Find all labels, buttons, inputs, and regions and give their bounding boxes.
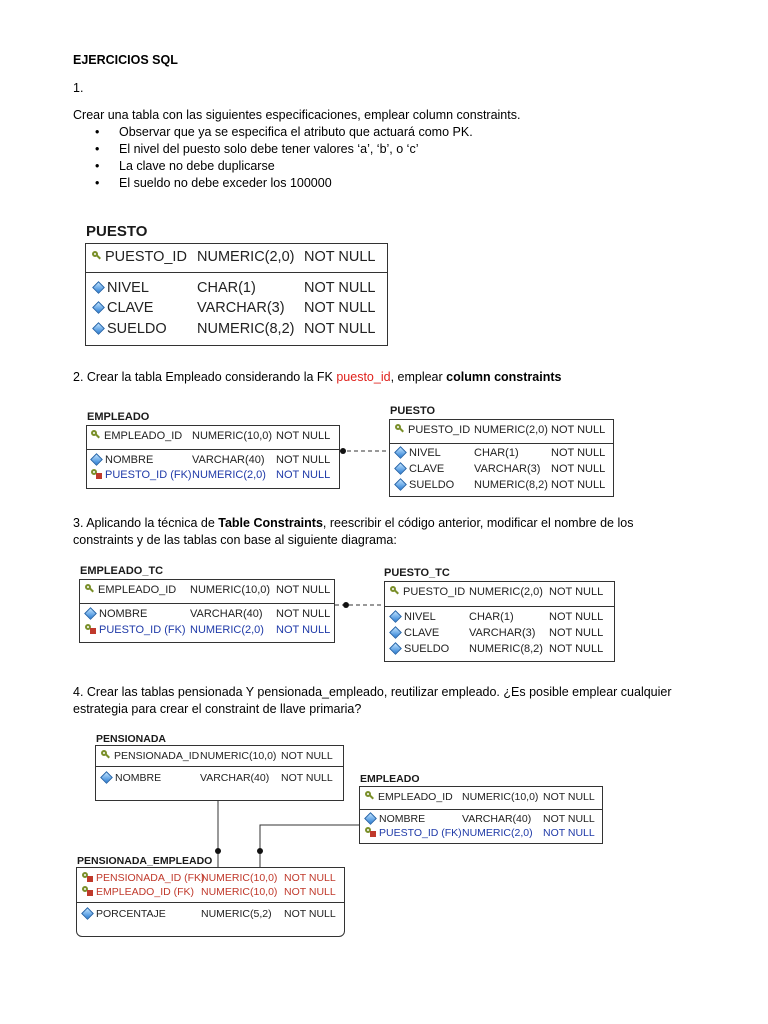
column-name: SUELDO: [409, 479, 455, 491]
column-type: NUMERIC(2,0): [197, 249, 295, 265]
column-name: PUESTO_ID: [105, 249, 187, 265]
column-name: EMPLEADO_ID: [104, 430, 183, 442]
column-type: VARCHAR(40): [200, 772, 270, 784]
column-null: NOT NULL: [281, 750, 333, 762]
column-type: NUMERIC(10,0): [200, 750, 277, 762]
column-name: EMPLEADO_ID (FK): [96, 886, 195, 898]
column-name: PENSIONADA_ID (FK): [96, 872, 205, 884]
column-type: NUMERIC(10,0): [462, 791, 539, 803]
column-name: PUESTO_ID: [403, 586, 466, 598]
column-name: NIVEL: [107, 280, 149, 296]
column-null: NOT NULL: [549, 586, 604, 598]
column-type: NUMERIC(10,0): [190, 584, 271, 596]
column-null: NOT NULL: [549, 627, 604, 639]
column-null: NOT NULL: [543, 791, 595, 803]
column-null: NOT NULL: [284, 872, 336, 884]
column-null: NOT NULL: [543, 827, 595, 839]
column-name: EMPLEADO_ID: [98, 584, 177, 596]
column-name: NIVEL: [404, 611, 436, 623]
column-name: SUELDO: [107, 321, 167, 337]
column-type: NUMERIC(5,2): [201, 908, 272, 920]
column-type: CHAR(1): [197, 280, 256, 296]
exercise-4-text-line2: estrategia para crear el constraint de llave primaria?: [73, 702, 362, 716]
column-type: VARCHAR(3): [197, 300, 285, 316]
exercise-1-intro: Crear una tabla con las siguientes especificaciones, emplear column constraints.: [73, 108, 521, 122]
table-name-empleado: EMPLEADO: [87, 411, 150, 423]
table-name-empleado: EMPLEADO: [360, 773, 420, 785]
column-name: NOMBRE: [379, 813, 426, 825]
column-null: NOT NULL: [543, 813, 595, 825]
column-name: CLAVE: [409, 463, 445, 475]
table-name-puesto-tc: PUESTO_TC: [384, 567, 450, 579]
column-name: PUESTO_ID (FK): [379, 827, 462, 839]
column-null: NOT NULL: [549, 611, 604, 623]
relation-empleado-puesto: [340, 448, 389, 454]
column-type: VARCHAR(3): [469, 627, 536, 639]
column-type: NUMERIC(2,0): [462, 827, 533, 839]
column-type: NUMERIC(2,0): [474, 424, 548, 436]
table-name-puesto: PUESTO: [390, 405, 436, 417]
column-name: CLAVE: [107, 300, 154, 316]
column-type: NUMERIC(10,0): [192, 430, 273, 442]
column-null: NOT NULL: [304, 300, 376, 316]
column-type: NUMERIC(10,0): [201, 872, 278, 884]
column-name: NOMBRE: [115, 772, 162, 784]
column-null: NOT NULL: [551, 447, 606, 459]
column-type: NUMERIC(8,2): [469, 643, 543, 655]
column-null: NOT NULL: [304, 321, 376, 337]
column-type: NUMERIC(8,2): [474, 479, 548, 491]
relation-empleado-tc-puesto-tc: [335, 602, 384, 608]
column-null: NOT NULL: [284, 886, 336, 898]
column-null: NOT NULL: [276, 608, 331, 620]
ex2-text-a: 2. Crear la tabla Empleado considerando la FK: [73, 370, 337, 384]
column-name: NOMBRE: [105, 454, 154, 466]
table-name-empleado-tc: EMPLEADO_TC: [80, 565, 164, 577]
column-null: NOT NULL: [551, 463, 606, 475]
column-type: NUMERIC(2,0): [192, 469, 266, 481]
column-type: VARCHAR(40): [190, 608, 263, 620]
column-null: NOT NULL: [276, 469, 331, 481]
column-name: PORCENTAJE: [96, 908, 166, 920]
ex2-bold-text: column constraints: [446, 370, 562, 384]
column-name: PUESTO_ID (FK): [105, 469, 192, 481]
column-type: VARCHAR(40): [192, 454, 265, 466]
column-null: NOT NULL: [304, 280, 376, 296]
column-null: NOT NULL: [276, 430, 331, 442]
column-name: NIVEL: [409, 447, 441, 459]
column-type: NUMERIC(8,2): [197, 321, 295, 337]
column-null: NOT NULL: [281, 772, 333, 784]
ex3-text-a: 3. Aplicando la técnica de: [73, 516, 219, 530]
ex2-text-b: , emplear: [390, 370, 447, 384]
table-name-puesto: PUESTO: [86, 223, 148, 240]
column-name: PUESTO_ID (FK): [99, 624, 186, 636]
ex3-bold-text: Table Constraints: [218, 516, 323, 530]
column-name: EMPLEADO_ID: [378, 791, 453, 803]
relation-empleado-pensionada-empleado: [257, 825, 359, 867]
column-type: NUMERIC(10,0): [201, 886, 278, 898]
ex2-fk-name: puesto_id: [336, 370, 391, 384]
column-null: NOT NULL: [276, 584, 331, 596]
bullet-item: • El sueldo no debe exceder los 100000: [95, 175, 473, 192]
column-name: CLAVE: [404, 627, 440, 639]
column-type: CHAR(1): [469, 611, 514, 623]
column-name: PENSIONADA_ID: [114, 750, 200, 762]
bullet-item: • Observar que ya se especifica el atributo que actuará como PK.: [95, 124, 473, 141]
table-name-pensionada: PENSIONADA: [96, 733, 167, 745]
exercise-4-text: 4. Crear las tablas pensionada Y pensionada_empleado, reutilizar empleado. ¿Es posible emplear cualquier: [73, 685, 672, 699]
exercise-3-text-line2: constraints y de las tablas con base al siguiente diagrama:: [73, 533, 397, 547]
column-null: NOT NULL: [551, 479, 606, 491]
column-null: NOT NULL: [284, 908, 336, 920]
ex3-text-b: , reescribir el código anterior, modificar el nombre de los: [322, 516, 634, 530]
column-null: NOT NULL: [549, 643, 604, 655]
column-null: NOT NULL: [276, 624, 331, 636]
column-null: NOT NULL: [551, 424, 606, 436]
document-title: EJERCICIOS SQL: [73, 53, 178, 67]
relation-pensionada-pensionada-empleado: [215, 801, 221, 867]
column-name: SUELDO: [404, 643, 450, 655]
column-null: NOT NULL: [304, 249, 376, 265]
exercise-1-number: 1.: [73, 81, 84, 95]
column-name: NOMBRE: [99, 608, 148, 620]
column-type: NUMERIC(2,0): [190, 624, 264, 636]
column-null: NOT NULL: [276, 454, 331, 466]
bullet-item: • El nivel del puesto solo debe tener valores ‘a’, ‘b’, o ‘c’: [95, 141, 473, 158]
column-type: VARCHAR(3): [474, 463, 541, 475]
column-type: CHAR(1): [474, 447, 519, 459]
table-name-pensionada-empleado: PENSIONADA_EMPLEADO: [77, 855, 213, 867]
column-name: PUESTO_ID: [408, 424, 471, 436]
column-type: VARCHAR(40): [462, 813, 532, 825]
column-type: NUMERIC(2,0): [469, 586, 543, 598]
bullet-item: • La clave no debe duplicarse: [95, 158, 473, 175]
